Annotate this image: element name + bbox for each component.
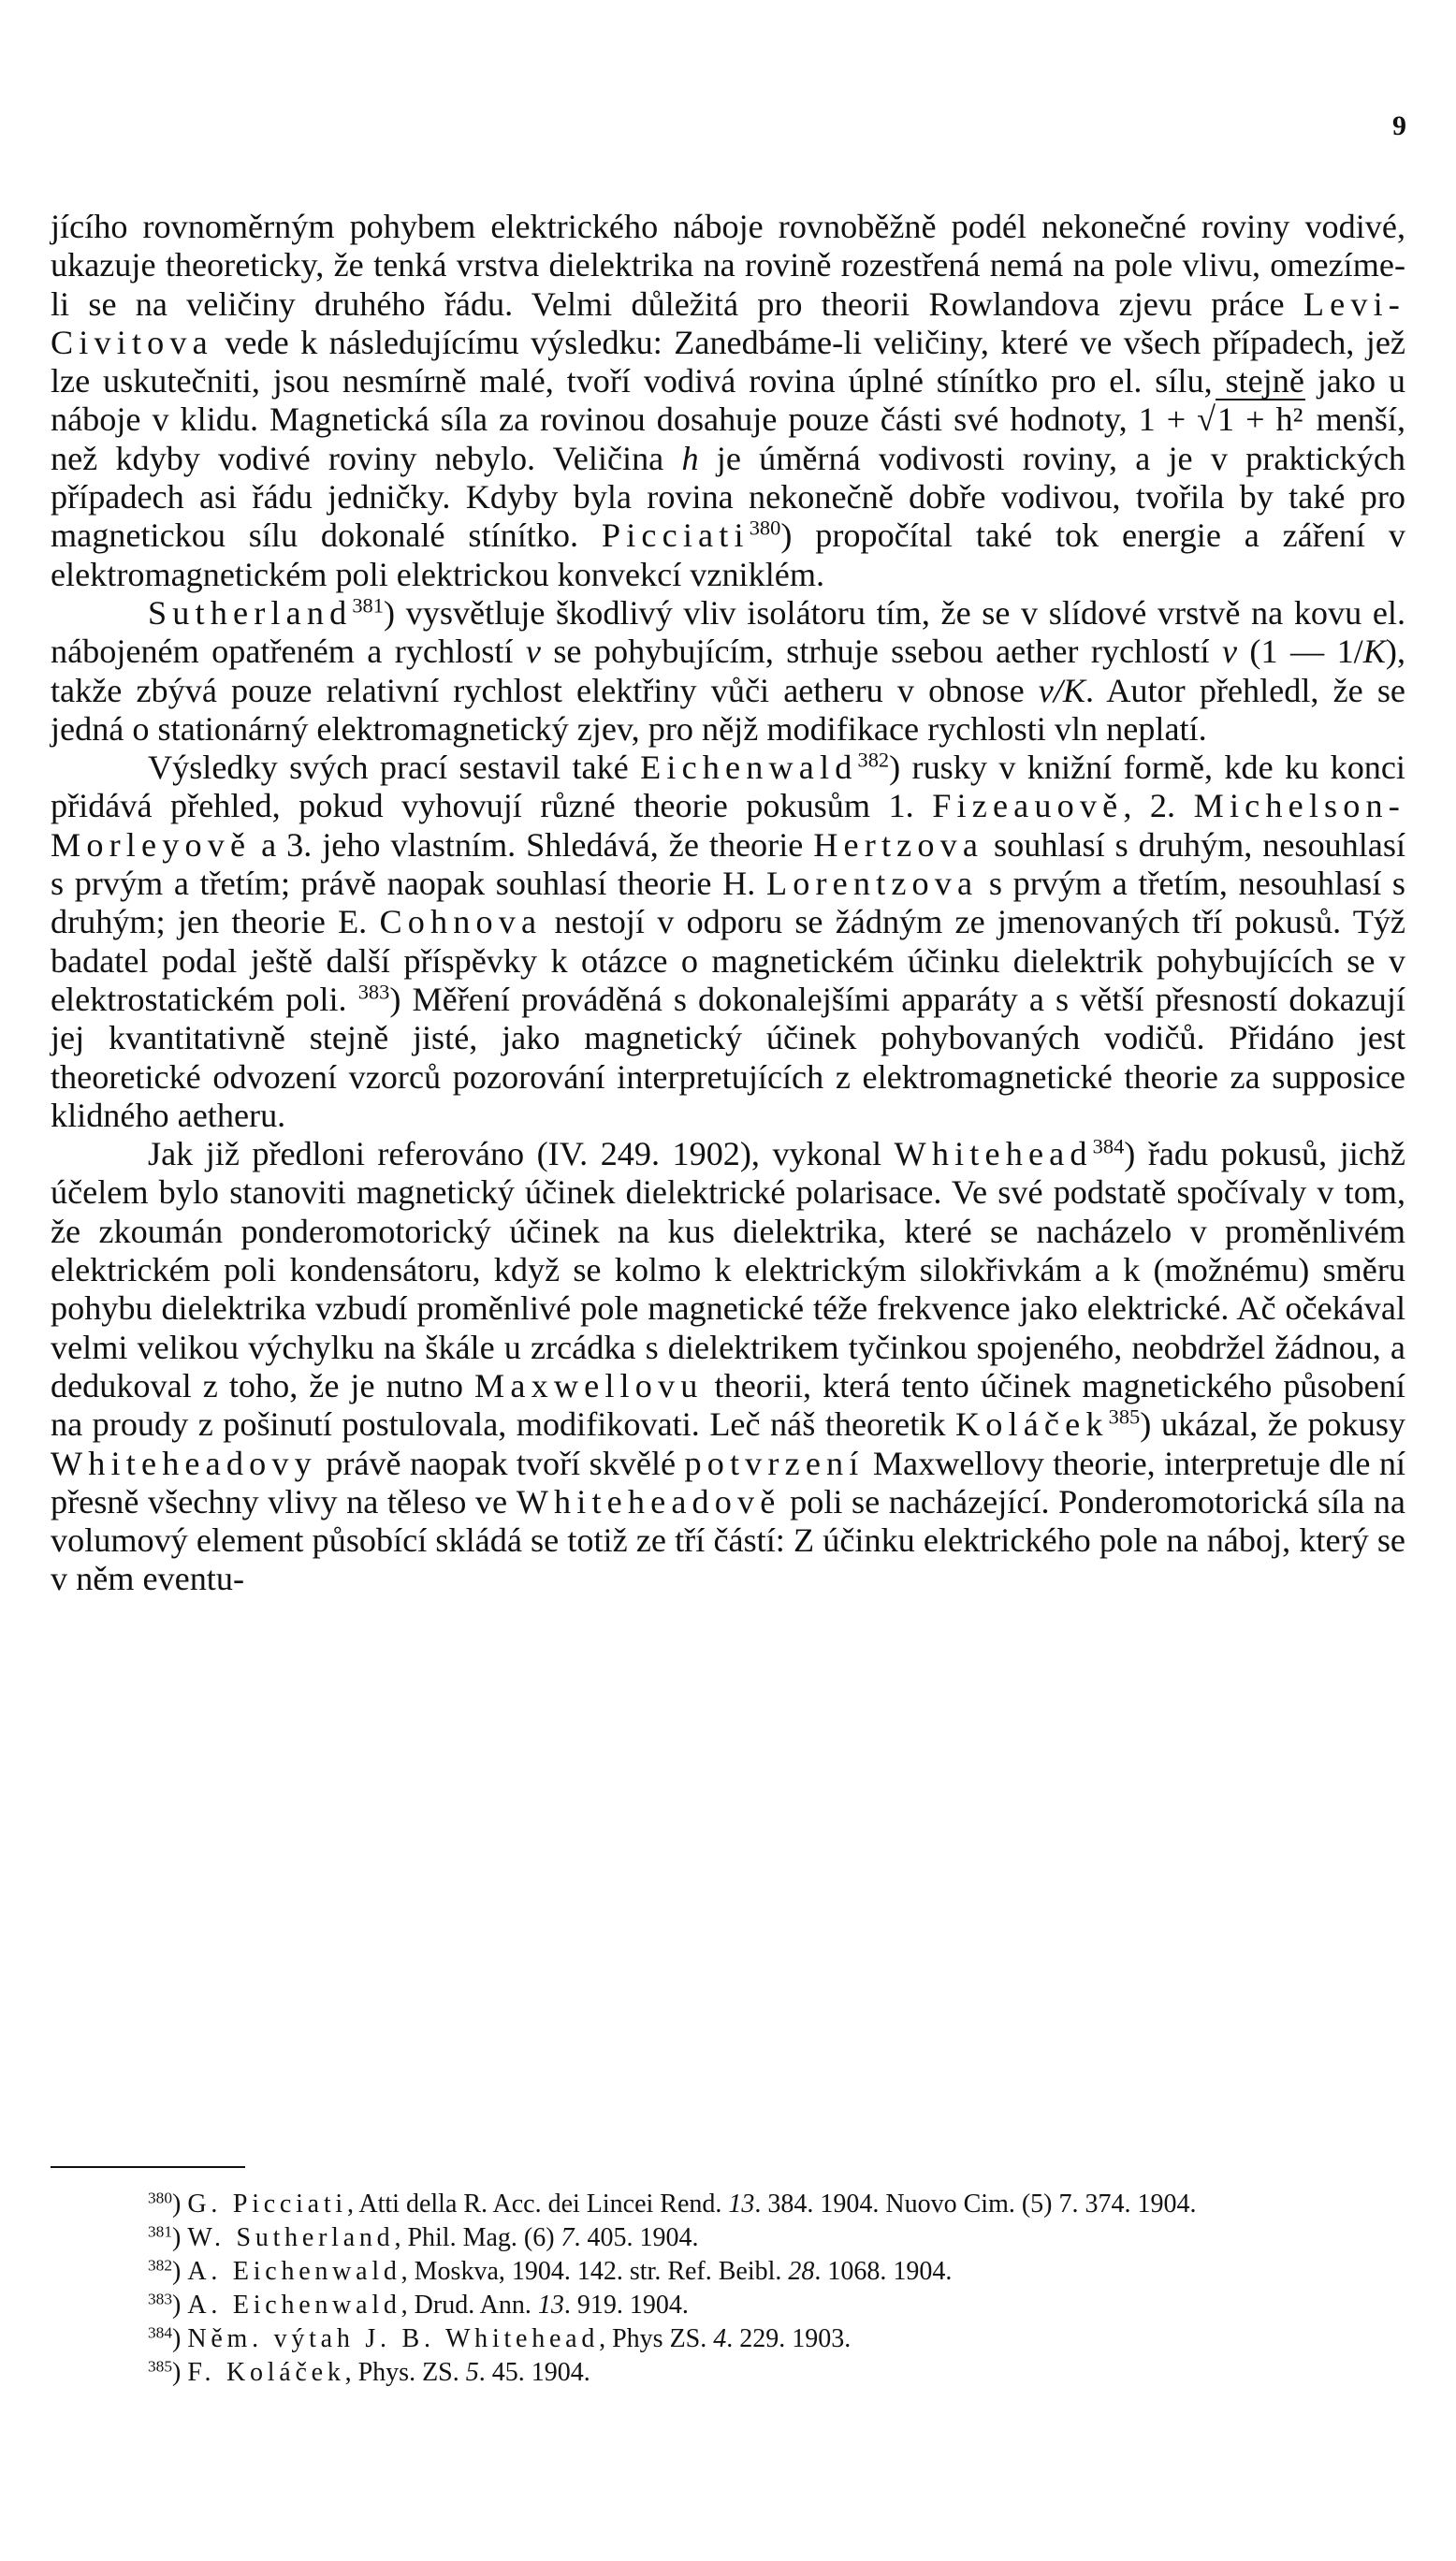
author-name: Whitehead	[894, 1135, 1093, 1173]
footnote-ref: 381	[352, 593, 384, 618]
footnote-ref-text: , Drud. Ann.	[400, 2291, 538, 2320]
author-name: Picciati	[601, 517, 750, 555]
footnote-number: 383	[148, 2290, 173, 2308]
footnote-ref: 385	[1108, 1404, 1141, 1429]
text: ), takže zbývá pouze relativní rychlost elektřiny vůči aetheru v obnose	[51, 633, 1405, 709]
variable: K	[1362, 633, 1386, 671]
text: ) řadu pokusů, jichž účelem bylo stanoviti magnetický účinek dielektrické polarisace. Ve své podstatě spočívaly v tom, že zkoumán ponderomotorický účinek na kus dielektrika, které se nacházelo v proměnlivém elektrickém poli kondensátoru, když se kolmo k elektrickým silokřivkám a k (možnému) směru pohybu dielektrika vzbudí proměnlivé pole magnetické téže frekvence jako elektrické. Ač očekával velmi velikou výchylku na škále u zrcádka s dielektrikem tyčinkou spojeného, neobdržel žádnou, a dedukoval z toho, že je nutno	[51, 1135, 1405, 1404]
paragraph-3	[51, 749, 1405, 1135]
footnote: $^{384}$) Něm. výtah J. B. Whitehead, Phys ZS. 4. 229. 1903.	[148, 2323, 852, 2353]
variable: v	[525, 633, 541, 671]
text: právě naopak tvoří skvělé	[316, 1444, 685, 1482]
body-text	[51, 208, 1405, 1599]
footnote-rest: . 384. 1904. Nuovo Cim. (5) 7. 374. 1904.	[754, 2190, 1197, 2219]
text: menší, než kdyby vodivé roviny nebylo. Veličina	[51, 400, 1405, 477]
footnote: $^{385}$) F. Koláček, Phys. ZS. 5. 45. 1904.	[148, 2357, 590, 2387]
text: a 3. jeho vlastním. Shledává, že theorie	[251, 825, 814, 864]
footnote-ref-text: , Atti della R. Acc. dei Lincei Rend.	[346, 2190, 729, 2219]
footnote-author: W. Sutherland	[187, 2223, 395, 2252]
text: je úměrná vodivosti roviny, a je v praktických případech asi řádu jedničky. Kdyby byla rovina nekonečně dobře vodivou, tvořila by také pro magnetickou sílu dokonalé stínítko.	[51, 439, 1405, 555]
text: , 2.	[1123, 787, 1194, 825]
footnote-number: 384	[148, 2323, 173, 2342]
footnote-rest: . 229. 1903.	[726, 2324, 852, 2353]
text: theorii, která tento účinek magnetického působení na proudy z pošinutí postulovala, modifikovati. Leč náš theoretik	[51, 1366, 1405, 1444]
text: ) rusky v knižní formě, kde ku konci přidává přehled, pokud vyhovují různé theorie pokusům 1.	[51, 749, 1405, 825]
footnote-rest: . 1068. 1904.	[814, 2257, 953, 2286]
footnote: $^{383}$) A. Eichenwald, Drud. Ann. 13. 919. 1904.	[148, 2290, 689, 2320]
footnote-author: A. Eichenwald	[187, 2257, 401, 2286]
author-name: Whiteheadově	[516, 1482, 781, 1521]
text: s prvým a třetím, nesouhlasí s druhým; jen theorie E.	[51, 865, 1405, 941]
text: (1 — 1/	[1237, 633, 1363, 671]
footnote-ref-text: , Phil. Mag. (6)	[394, 2223, 561, 2252]
text: se pohybujícím, strhuje ssebou aether rychlostí	[540, 633, 1222, 671]
footnote-rest: . 45. 1904.	[478, 2358, 590, 2387]
footnote-ref-text: , Phys ZS.	[599, 2324, 714, 2353]
footnote-number: 382	[148, 2256, 173, 2275]
radicand: 1 + h²	[1217, 400, 1303, 439]
footnote-author: G. Picciati	[187, 2190, 347, 2219]
author-name: Whiteheadovy	[51, 1444, 317, 1482]
footnote-volume: 5	[465, 2358, 479, 2387]
footnote-ref: 380	[749, 517, 781, 541]
text: poli se nacházející. Ponderomotorická síla na volumový element působící skládá se totiž ze tří částí: Z účinku elektrického pole na náboj, který se v něm eventu-	[51, 1482, 1405, 1598]
footnote-number: 380	[148, 2189, 173, 2207]
footnote-ref: 382	[857, 748, 890, 772]
text: ) Měření prováděná s dokonalejšími apparáty a s větší přesností dokazují jej kvantitativně stejně jisté, jako magnetický účinek pohybovaných vodičů. Přidáno jest theoretické odvození vzorců pozorování interpretujících z elektromagnetické theorie za supposice klidného aetheru.	[51, 980, 1406, 1134]
footnote-author: A. Eichenwald	[187, 2291, 401, 2320]
footnote-ref-text: , Moskva, 1904. 142. str. Ref. Beibl.	[400, 2257, 789, 2286]
text: Maxwellovy theorie, interpretuje dle ní přesně všechny vlivy na těleso ve	[51, 1444, 1406, 1521]
footnote-divider	[51, 2166, 245, 2168]
text: Jak již předloni referováno (IV. 249. 1902), vykonal	[148, 1135, 895, 1173]
author-name: Fizeauově	[932, 787, 1124, 825]
text: . Autor přehledl, že se jedná o stationárný elektromagnetický zjev, pro nějž modifikace rychlosti vln neplatí.	[51, 671, 1405, 748]
variable: v	[1221, 633, 1238, 671]
author-name: Hertzova	[813, 825, 984, 864]
footnote-ref: 384	[1092, 1134, 1125, 1158]
footnote-number: 381	[148, 2222, 173, 2241]
author-name: Koláček	[954, 1405, 1109, 1444]
author-name: Sutherland	[148, 593, 353, 632]
footnote-ref-text: , Phys. ZS.	[344, 2358, 466, 2387]
footnote-author: F. Koláček	[187, 2358, 345, 2387]
text: ) propočítal také tok energie a záření v elektromagnetickém poli elektrickou konvekcí vzniklém.	[51, 517, 1406, 593]
variable: h	[681, 439, 699, 477]
text: ) ukázal, že pokusy	[1140, 1405, 1405, 1444]
footnotes	[51, 2188, 1405, 2390]
footnote-volume: 28	[788, 2257, 815, 2286]
author-name: Michelson-Morleyově	[51, 787, 1405, 864]
text: Výsledky svých prací sestavil také	[148, 749, 641, 787]
footnote-number: 385	[148, 2357, 173, 2376]
footnote-volume: 13	[537, 2291, 564, 2320]
paragraph-4	[51, 1135, 1405, 1599]
footnote-volume: 13	[728, 2190, 755, 2219]
author-name: Eichenwald	[640, 749, 858, 787]
text: souhlasí s druhým, nesouhlasí s prvým a třetím; právě naopak souhlasí theorie H.	[51, 825, 1406, 903]
footnote-volume: 4	[713, 2324, 727, 2353]
emphasis: potvrzení	[684, 1444, 865, 1482]
footnote: $^{381}$) W. Sutherland, Phil. Mag. (6) 7. 405. 1904.	[148, 2222, 699, 2252]
footnote-ref: 383	[357, 980, 390, 1004]
paragraph-2	[51, 594, 1405, 749]
author-name: Lorentzova	[765, 865, 979, 903]
author-name: Cohnova	[379, 903, 543, 941]
text: jícího rovnoměrným pohybem elektrického náboje rovnoběžně podél nekonečné roviny vodivé, ukazuje theoreticky, že tenká vrstva dielektrika na rovině rozestřená nemá na pole vlivu, omezíme-li se na veličiny druhého řádu. Velmi důležitá pro theorii Rowlandova zjevu práce	[51, 208, 1405, 323]
footnote-volume: 7	[561, 2223, 575, 2252]
author-name: Levi-Civitova	[51, 284, 1405, 361]
page-number: 9	[1392, 110, 1406, 141]
footnote-rest: . 919. 1904.	[563, 2291, 689, 2320]
variable: v/K	[1038, 671, 1086, 709]
footnote: $^{382}$) A. Eichenwald, Moskva, 1904. 142. str. Ref. Beibl. 28. 1068. 1904.	[148, 2256, 953, 2286]
footnote: $^{380}$) G. Picciati, Atti della R. Acc. dei Lincei Rend. 13. 384. 1904. Nuovo Cim. (5) 7. 374. 1904.	[148, 2189, 1197, 2219]
text: nestojí v odporu se žádným ze jmenovaných tří pokusů. Týž badatel podal ještě další příspěvky k otázce o magnetickém účinku dielektrik pohybujících se v elektrostatickém poli.	[51, 903, 1405, 1018]
text: ) vysvětluje škodlivý vliv isolátoru tím, že se v slídové vrstvě na kovu el. nábojeném opatřeném a rychlostí	[51, 593, 1405, 671]
footnote-author: Něm. výtah J. B. Whitehead	[187, 2324, 600, 2353]
paragraph-1	[51, 208, 1405, 594]
author-name: Maxwellovu	[474, 1366, 704, 1404]
footnote-rest: . 405. 1904.	[574, 2223, 699, 2252]
text: vede k následujícímu výsledku: Zanedbáme-li veličiny, které ve všech případech, jež lze uskutečniti, jsou nesmírně malé, tvoří vodivá rovina úplné stínítko pro el. sílu, stejně jako u náboje v klidu. Magnetická síla za rovinou dosahuje pouze části své hodnoty, 1 + √	[51, 323, 1405, 439]
